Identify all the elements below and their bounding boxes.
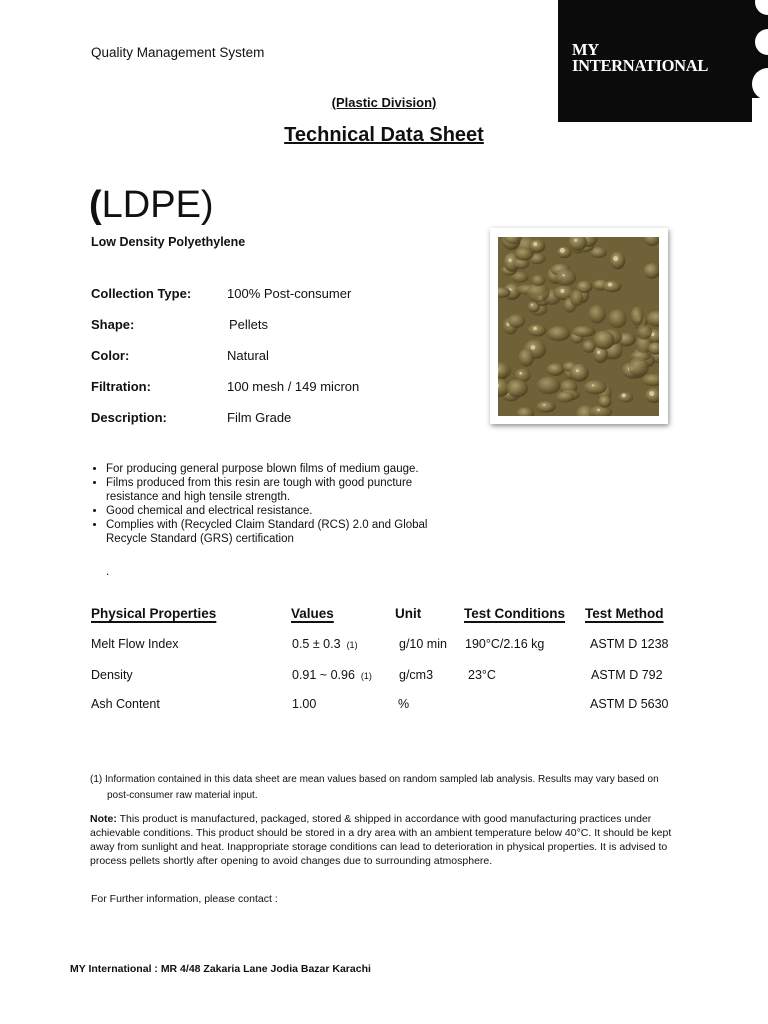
value-text: 0.5 ± 0.3 [292, 637, 341, 651]
spec-label-color: Color: [91, 348, 130, 363]
table-cell-unit: g/10 min [399, 637, 447, 651]
table-cell-value [292, 637, 358, 651]
note-label: Note: [90, 813, 117, 825]
spec-label-filtration: Filtration: [91, 379, 151, 394]
logo-line-1: MY [572, 40, 599, 59]
logo-line-2: INTERNATIONAL [572, 56, 709, 75]
product-code-text: LDPE) [101, 184, 214, 226]
table-cell-unit: g/cm3 [399, 668, 434, 682]
column-header-property: Physical Properties [91, 606, 217, 621]
feature-list [90, 462, 441, 546]
product-name: Low Density Polyethylene [91, 235, 246, 249]
spec-label-shape: Shape: [91, 317, 135, 332]
spec-label-description: Description: [91, 410, 167, 425]
column-header-unit: Unit [395, 606, 422, 621]
value-text: 0.91 ~ 0.96 [292, 668, 355, 682]
division-heading: (Plastic Division) [331, 95, 437, 110]
footnote-marker: (1) [360, 671, 372, 681]
table-cell-method: ASTM D 792 [591, 668, 663, 682]
spec-label-collection-type: Collection Type: [91, 286, 192, 301]
spec-value-shape: Pellets [229, 317, 269, 332]
spec-value-description: Film Grade [227, 410, 292, 425]
table-cell-unit: % [398, 697, 410, 711]
note-text: This product is manufactured, packaged, stored & shipped in accordance with good manufacturing practices under achievable conditions. This product should be stored in a dry area with an ambient temperature below 40°C. It should be kept away from sunlight and heat. Inappropriate storage conditions can lead to deterioration in physical properties. It is advised to process pellets shortly after opening to avoid changes due to surrounding atmosphere. [90, 813, 672, 867]
footer-address: MY International : MR 4/48 Zakaria Lane Jodia Bazar Karachi [70, 963, 371, 975]
table-cell-conditions: 23°C [468, 668, 496, 682]
spec-value-color: Natural [227, 348, 269, 363]
feature-item: • For producing general purpose blown films of medium gauge. [106, 462, 441, 476]
product-code [89, 182, 214, 228]
column-header-test-method: Test Method [585, 606, 664, 621]
footnote-line-1: (1) Information contained in this data sheet are mean values based on random sampled lab analysis. Results may vary based on [90, 774, 659, 785]
feature-trailing-mark: . [106, 566, 110, 578]
feature-item: • Films produced from this resin are tough with good puncture resistance and high tensile strength. [106, 476, 441, 504]
spec-value-filtration: 100 mesh / 149 micron [227, 379, 360, 394]
quality-management-label: Quality Management System [91, 45, 265, 60]
table-cell-method: ASTM D 5630 [590, 697, 669, 711]
table-cell-value [292, 668, 372, 682]
table-cell-value: 1.00 [292, 697, 317, 711]
table-cell-property: Melt Flow Index [91, 637, 179, 651]
storage-note [90, 812, 690, 868]
table-cell-method: ASTM D 1238 [590, 637, 669, 651]
table-cell-property: Density [91, 668, 133, 682]
table-footnote [90, 772, 690, 804]
pellets-photo [498, 237, 659, 416]
contact-prompt: For Further information, please contact : [91, 893, 278, 905]
logo-wordmark [572, 42, 708, 74]
feature-item: • Good chemical and electrical resistance. [106, 504, 441, 518]
column-header-test-conditions: Test Conditions [464, 606, 565, 621]
spec-value-collection-type: 100% Post-consumer [227, 286, 352, 301]
column-header-values: Values [291, 606, 334, 621]
table-cell-conditions: 190°C/2.16 kg [465, 637, 545, 651]
document-title: Technical Data Sheet [284, 124, 484, 146]
table-cell-property: Ash Content [91, 697, 160, 711]
footnote-line-2: post-consumer raw material input. [107, 790, 258, 801]
product-photo-frame [490, 228, 668, 424]
product-code-paren: ( [89, 184, 102, 226]
feature-item: • Complies with (Recycled Claim Standard (RCS) 2.0 and Global Recycle Standard (GRS) certification [106, 518, 441, 546]
footnote-marker: (1) [346, 640, 358, 650]
